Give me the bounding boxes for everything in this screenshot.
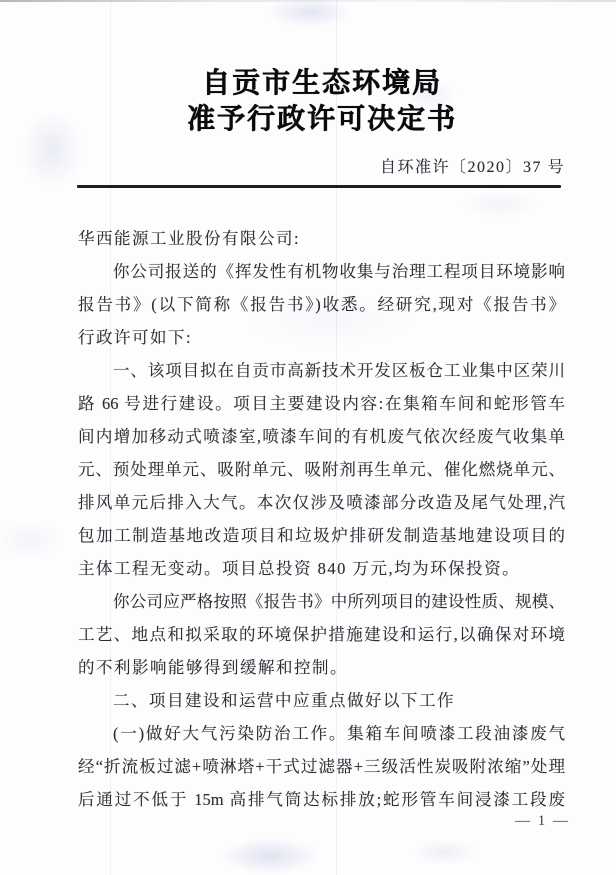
body-line: 主体工程无变动。项目总投资 840 万元,均为环保投资。 [78,559,521,578]
body-line: 间内增加移动式喷漆室,喷漆车间的有机废气依次经废气收集单 [78,427,565,446]
body-line: 后通过不低于 15m 高排气筒达标排放;蛇形管车间浸漆工段废 [78,790,565,809]
document-title [14,66,616,138]
body-line: 一、该项目拟在自贡市高新技术开发区板仓工业集中区荣川 [113,361,565,380]
page-number: — 1 — [515,813,570,829]
body-line: 你公司应严格按照《报告书》中所列项目的建设性质、规模、 [113,592,565,611]
body-line: 经“折流板过滤+喷淋塔+干式过滤器+三级活性炭吸附浓缩”处理 [78,757,565,776]
body-line: (一)做好大气污染防治工作。集箱车间喷漆工段油漆废气 [113,724,565,743]
body-line: 排风单元后排入大气。本次仅涉及喷漆部分改造及尾气处理,汽 [78,493,565,512]
body-line: 你公司报送的《挥发性有机物收集与治理工程项目环境影响 [113,262,565,281]
document-body [78,222,565,816]
body-line: 元、预处理单元、吸附单元、吸附剂再生单元、催化燃烧单元、 [78,460,565,479]
title-line-2: 准予行政许可决定书 [186,104,457,135]
body-line: 报告书》(以下简称《报告书》)收悉。经研究,现对《报告书》 [78,295,565,314]
body-line: 工艺、地点和拟采取的环境保护措施建设和运行,以确保对环境 [78,625,565,644]
body-line: 华西能源工业股份有限公司: [78,229,301,248]
body-line: 的不利影响能够得到缓解和控制。 [78,658,348,677]
document-number: 自环准许〔2020〕37 号 [379,159,565,176]
body-line: 路 66 号进行建设。项目主要建设内容:在集箱车间和蛇形管车 [78,394,565,413]
header-divider-line [77,185,561,188]
body-line: 二、项目建设和运营中应重点做好以下工作 [113,691,455,710]
title-line-1: 自贡市生态环境局 [201,68,442,99]
body-line: 包加工制造基地改造项目和垃圾炉排研发制造基地建设项目的 [78,526,565,545]
body-line: 行政许可如下: [78,328,193,347]
